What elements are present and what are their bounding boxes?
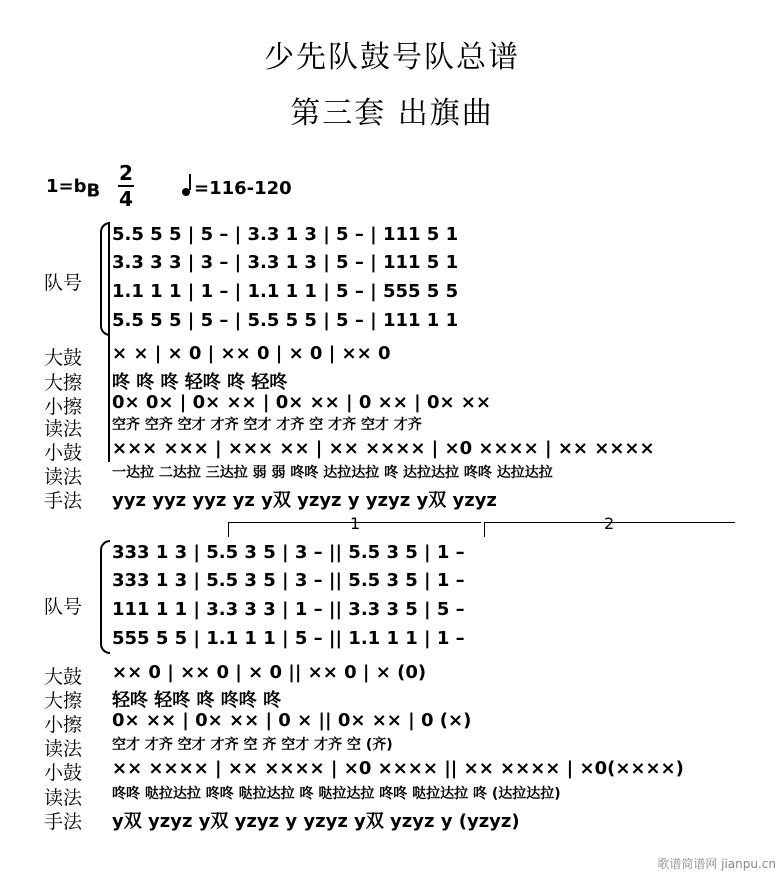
page-title: 少先队鼓号队总谱 — [264, 40, 520, 75]
label-duihao: 队号 — [44, 272, 83, 294]
xiaogu-row-2: 小鼓 ×× ×××× | ×× ×××× | ×0 ×××× || ×× ×××× | ×0(××××) — [44, 758, 684, 784]
horn-part-2: 3.3 3 3 | 3 – | 3.3 1 3 | 5 – | 111 5 1 — [112, 252, 459, 273]
dufa-row-4: 读法 咚咚 哒拉达拉 咚咚 哒拉达拉 咚 哒拉达拉 咚咚 哒拉达拉 咚 (达拉达拉) — [44, 786, 561, 809]
xiaogu-row: 小鼓 ××× ××× | ××× ×× | ×× ×××× | ×0 ×××× | ×× ×××× — [44, 438, 655, 464]
dagu-row: 大鼓 × × | × 0 | ×× 0 | × 0 | ×× 0 — [44, 343, 391, 369]
watermark: 歌谱简谱网 jianpu.cn — [657, 857, 776, 871]
xiaocha-row: 小擦 0× 0× | 0× ×× | 0× ×× | 0 ×× | 0× ×× — [44, 392, 491, 418]
quarter-note-icon — [182, 188, 190, 196]
horn-part-3: 1.1 1 1 | 1 – | 1.1 1 1 | 5 – | 555 5 5 — [112, 281, 459, 302]
time-signature: 2 4 — [119, 161, 133, 211]
dufa-row-2: 读法 一达拉 二达拉 三达拉 弱 弱 咚咚 达拉达拉 咚 达拉达拉 咚咚 达拉达拉 — [44, 465, 553, 488]
label-duihao-2: 队号 — [44, 596, 83, 618]
page-subtitle: 第三套 出旗曲 — [290, 96, 494, 131]
dufa-row-3: 读法 空才 才齐 空才 才齐 空 齐 空才 才齐 空 (齐) — [44, 737, 393, 760]
shoufa-row: 手法 yyz yyz yyz yz y双 yzyz y yzyz y双 yzyz — [44, 490, 497, 512]
dacha-row: 大擦 咚 咚 咚 轻咚 咚 轻咚 — [44, 372, 288, 394]
horn-part-3-sys2: 111 1 1 | 3.3 3 3 | 1 – || 3.3 3 5 | 5 – — [112, 599, 465, 620]
dagu-row-2: 大鼓 ×× 0 | ×× 0 | × 0 || ×× 0 | × (0) — [44, 662, 427, 688]
horn-part-4: 5.5 5 5 | 5 – | 5.5 5 5 | 5 – | 111 1 1 — [112, 310, 459, 331]
dacha-row-2: 大擦 轻咚 轻咚 咚 咚咚 咚 — [44, 690, 282, 712]
dufa-row-1: 读法 空齐 空齐 空才 才齐 空才 才齐 空 才齐 空才 才齐 — [44, 417, 422, 440]
shoufa-row-2: 手法 y双 yzyz y双 yzyz y yzyz y双 yzyz y (yzyz) — [44, 811, 520, 833]
horn-part-2-sys2: 333 1 3 | 5.5 3 5 | 3 – || 5.5 3 5 | 1 – — [112, 570, 465, 591]
horn-part-1-sys2: 333 1 3 | 5.5 3 5 | 3 – || 5.5 3 5 | 1 – — [112, 542, 465, 563]
volta-2-number: 2 — [604, 514, 615, 533]
xiaocha-row-2: 小擦 0× ×× | 0× ×× | 0 × || 0× ×× | 0 (×) — [44, 710, 472, 736]
tempo-marking: =116-120 — [182, 178, 292, 199]
horn-part-1: 5.5 5 5 | 5 – | 3.3 1 3 | 5 – | 111 5 1 — [112, 224, 459, 245]
volta-1-number: 1 — [350, 514, 361, 533]
horn-part-4-sys2: 555 5 5 | 1.1 1 1 | 5 – || 1.1 1 1 | 1 – — [112, 628, 465, 649]
key-signature: $1=b_B$ — [46, 176, 101, 202]
